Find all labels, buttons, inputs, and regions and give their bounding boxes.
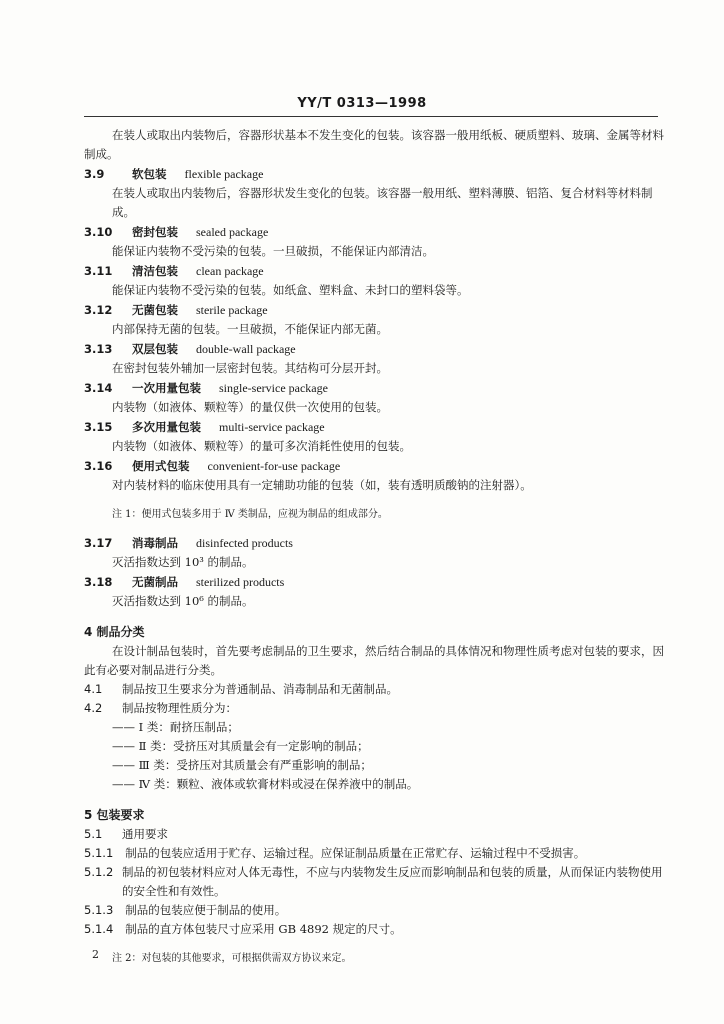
term-chinese: 无菌制品 bbox=[132, 575, 178, 589]
term-definition: 在装人或取出内装物后，容器形状发生变化的包装。该容器一般用纸、塑料薄膜、铝箔、复合材料等材料制成。 bbox=[112, 186, 653, 219]
term-heading bbox=[84, 534, 664, 553]
clause-text: 制品的包装应适用于贮存、运输过程。应保证制品质量在正常贮存、运输过程中不受损害。 bbox=[125, 846, 586, 860]
term-definition: 内部保持无菌的包装。一旦破损，不能保证内部无菌。 bbox=[112, 322, 388, 336]
clause-5-1-1 bbox=[84, 844, 664, 863]
term-list bbox=[84, 165, 664, 495]
term-english: disinfected products bbox=[196, 536, 293, 550]
clause-text: 制品的包装应便于制品的使用。 bbox=[125, 903, 287, 917]
clause-text: 制品的直方体包装尺寸应采用 GB 4892 规定的尺寸。 bbox=[125, 922, 402, 936]
section-4-title: 4 制品分类 bbox=[84, 625, 145, 639]
list-item: —— Ⅱ 类：受挤压对其质量会有一定影响的制品； bbox=[112, 739, 369, 753]
clause-5-1-3 bbox=[84, 901, 664, 920]
clause-number: 4.1 bbox=[84, 682, 103, 696]
term-heading bbox=[84, 379, 664, 398]
term-english: double-wall package bbox=[196, 342, 296, 356]
term-heading bbox=[84, 301, 664, 320]
document-header: YY/T 0313—1998 bbox=[297, 96, 427, 111]
term-english: clean package bbox=[196, 264, 264, 278]
term-definition: 在密封包装外辅加一层密封包装。其结构可分层开封。 bbox=[112, 361, 388, 375]
term-english: sterilized products bbox=[196, 575, 285, 589]
term-chinese: 软包装 bbox=[132, 167, 167, 181]
term-definition: 能保证内装物不受污染的包装。一旦破损，不能保证内部清洁。 bbox=[112, 244, 434, 258]
term-number: 3.12 bbox=[84, 303, 113, 317]
term-definition: 灭活指数达到 10⁶ 的制品。 bbox=[112, 594, 254, 608]
term-list-2 bbox=[84, 534, 664, 611]
clause-number: 5.1 bbox=[84, 827, 103, 841]
term-english: flexible package bbox=[184, 167, 264, 181]
term-chinese: 密封包装 bbox=[132, 225, 178, 239]
clause-5-1-2 bbox=[84, 863, 664, 901]
term-heading bbox=[84, 223, 664, 242]
term-number: 3.18 bbox=[84, 575, 113, 589]
section-4-paragraph: 在设计制品包装时，首先要考虑制品的卫生要求，然后结合制品的具体情况和物理性质考虑对包装的要求，因此有必要对制品进行分类。 bbox=[84, 644, 664, 677]
term-heading bbox=[84, 573, 664, 592]
paragraph-intro: 在装人或取出内装物后，容器形状基本不发生变化的包装。该容器一般用纸板、硬质塑料、玻璃、金属等材料制成。 bbox=[84, 128, 664, 161]
section-5-title: 5 包装要求 bbox=[84, 808, 145, 822]
clause-text: 制品按卫生要求分为普通制品、消毒制品和无菌制品。 bbox=[122, 682, 398, 696]
note-2: 注 2：对包装的其他要求，可根据供需双方协议来定。 bbox=[112, 953, 352, 964]
term-definition: 内装物（如液体、颗粒等）的量可多次消耗性使用的包装。 bbox=[112, 439, 411, 453]
clause-number: 5.1.1 bbox=[84, 846, 114, 860]
clause-number: 5.1.4 bbox=[84, 922, 114, 936]
clause-number: 5.1.3 bbox=[84, 903, 114, 917]
clause-5-1-4 bbox=[84, 920, 664, 939]
header-rule bbox=[84, 116, 658, 117]
term-definition: 灭活指数达到 10³ 的制品。 bbox=[112, 555, 254, 569]
page-number: 2 bbox=[92, 948, 99, 961]
term-english: single-service package bbox=[219, 381, 328, 395]
term-definition: 内装物（如液体、颗粒等）的量仅供一次使用的包装。 bbox=[112, 400, 388, 414]
term-number: 3.14 bbox=[84, 381, 113, 395]
term-number: 3.11 bbox=[84, 264, 113, 278]
list-item: —— Ⅲ 类：受挤压对其质量会有严重影响的制品； bbox=[112, 758, 372, 772]
term-chinese: 清洁包装 bbox=[132, 264, 178, 278]
clause-text: 通用要求 bbox=[122, 827, 168, 841]
list-item: —— Ⅰ 类：耐挤压制品； bbox=[112, 720, 239, 734]
clause-number: 5.1.2 bbox=[84, 865, 114, 879]
term-number: 3.9 bbox=[84, 167, 105, 181]
term-heading bbox=[84, 165, 664, 184]
term-number: 3.16 bbox=[84, 459, 113, 473]
clause-text: 制品按物理性质分为： bbox=[122, 701, 237, 715]
document-body bbox=[84, 126, 664, 978]
term-chinese: 多次用量包装 bbox=[132, 420, 201, 434]
clause-number: 4.2 bbox=[84, 701, 103, 715]
term-chinese: 便用式包装 bbox=[132, 459, 190, 473]
term-number: 3.13 bbox=[84, 342, 113, 356]
term-chinese: 一次用量包装 bbox=[132, 381, 201, 395]
note-1: 注 1：便用式包装多用于 Ⅳ 类制品，应视为制品的组成部分。 bbox=[112, 509, 388, 520]
term-definition: 能保证内装物不受污染的包装。如纸盒、塑料盒、未封口的塑料袋等。 bbox=[112, 283, 469, 297]
term-english: sealed package bbox=[196, 225, 269, 239]
term-chinese: 双层包装 bbox=[132, 342, 178, 356]
term-heading bbox=[84, 340, 664, 359]
term-definition: 对内装材料的临床使用具有一定辅助功能的包装（如，装有透明质酸钠的注射器）。 bbox=[112, 478, 532, 492]
clause-5-1 bbox=[84, 825, 664, 844]
term-heading bbox=[84, 418, 664, 437]
term-heading bbox=[84, 262, 664, 281]
term-number: 3.17 bbox=[84, 536, 113, 550]
term-number: 3.10 bbox=[84, 225, 113, 239]
term-chinese: 消毒制品 bbox=[132, 536, 178, 550]
term-english: multi-service package bbox=[219, 420, 325, 434]
clause-4-2 bbox=[84, 699, 664, 718]
list-item: —— Ⅳ 类：颗粒、液体或软膏材料或浸在保养液中的制品。 bbox=[112, 777, 419, 791]
term-heading bbox=[84, 457, 664, 476]
classification-list bbox=[84, 718, 664, 794]
clause-4-1 bbox=[84, 680, 664, 699]
clause-text: 制品的初包装材料应对人体无毒性，不应与内装物发生反应而影响制品和包装的质量，从而保证内装物使用的安全性和有效性。 bbox=[122, 865, 663, 898]
term-number: 3.15 bbox=[84, 420, 113, 434]
term-chinese: 无菌包装 bbox=[132, 303, 178, 317]
term-english: convenient-for-use package bbox=[207, 459, 341, 473]
term-english: sterile package bbox=[196, 303, 268, 317]
